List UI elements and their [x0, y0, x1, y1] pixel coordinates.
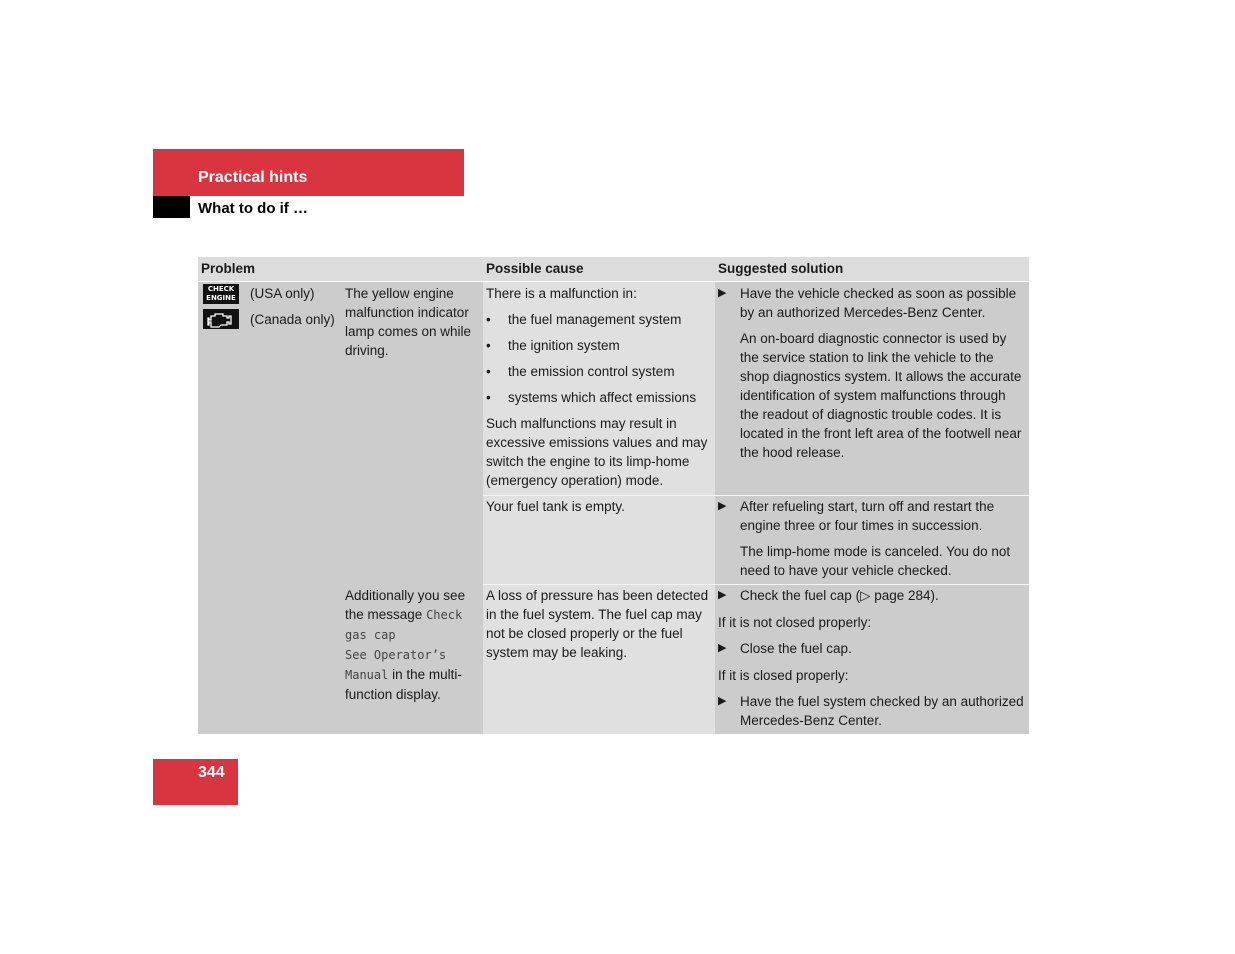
solution-row-1: ▶ Have the vehicle checked as soon as possible by an authorized Mercedes-Benz Center. An on-board diagnostic connector is used by the service station to link the vehicle to the shop diagnostics system. It allows the accurate identification of system malfunctions through the readout of diagnostic trouble codes. It is located in the front left area of the footwell near the hood release. — [718, 286, 1022, 460]
list-item: • the emission control system — [486, 364, 675, 379]
page-number-tab — [153, 759, 238, 805]
list-item: • the fuel management system — [486, 312, 682, 327]
problem-description: The yellow engine malfunction indicator lamp comes on while driving. — [345, 286, 472, 358]
check-engine-text-icon: CHECK ENGINE — [203, 284, 239, 304]
cause-row-1: There is a malfunction in: • the fuel management system • the ignition system • the emission control system • systems which affect emissions Such malfunctions may result in excessive emissions values and may switch the engine to its limp-home (emergency operation) mode. — [486, 284, 712, 490]
cause-row-2: Your fuel tank is empty. — [486, 499, 625, 514]
subsection-title: What to do if … — [198, 200, 308, 217]
section-title: Practical hints — [198, 169, 308, 186]
list-item: • systems which affect emissions — [486, 390, 697, 405]
subsection-marker — [153, 196, 190, 218]
solution-row-2: ▶ After refueling start, turn off and restart the engine three or four times in succession. The limp-home mode is canceled. You do not need to have your vehicle checked. — [718, 499, 1011, 578]
row-divider — [483, 495, 1029, 496]
arrow-bullet-icon: ▶ — [718, 695, 727, 707]
arrow-bullet-icon: ▶ — [718, 287, 727, 299]
canada-only-label: (Canada only) — [250, 312, 335, 327]
display-message-line1: Check gas cap — [345, 608, 463, 642]
column-header-problem: Problem — [198, 257, 483, 281]
display-message-line2: See Operator’s Manual — [345, 648, 447, 682]
arrow-bullet-icon: ▶ — [718, 500, 727, 512]
arrow-bullet-icon: ▶ — [718, 589, 727, 601]
usa-only-label: (USA only) — [250, 286, 315, 301]
problem-additional-message: Additionally you see the message Check gas cap See Operator’s Manual in the multi-function display. — [345, 588, 466, 702]
solution-row-3: ▶ Check the fuel cap (▷ page 284). If it is not closed properly: ▶ Close the fuel cap. If it is closed properly: ▶ Have the fuel system checked by an authorized Mercedes-Benz Center. — [718, 588, 1024, 728]
arrow-bullet-icon: ▶ — [718, 642, 727, 654]
page-number: 344 — [198, 764, 225, 781]
row-divider — [483, 584, 1029, 585]
column-header-solution: Suggested solution — [715, 257, 1029, 281]
engine-outline-icon — [203, 309, 239, 329]
cause-row-3: A loss of pressure has been detected in the fuel system. The fuel cap may not be closed properly or the fuel system may be leaking. — [486, 588, 709, 660]
column-header-cause: Possible cause — [483, 257, 715, 281]
list-item: • the ignition system — [486, 338, 620, 353]
